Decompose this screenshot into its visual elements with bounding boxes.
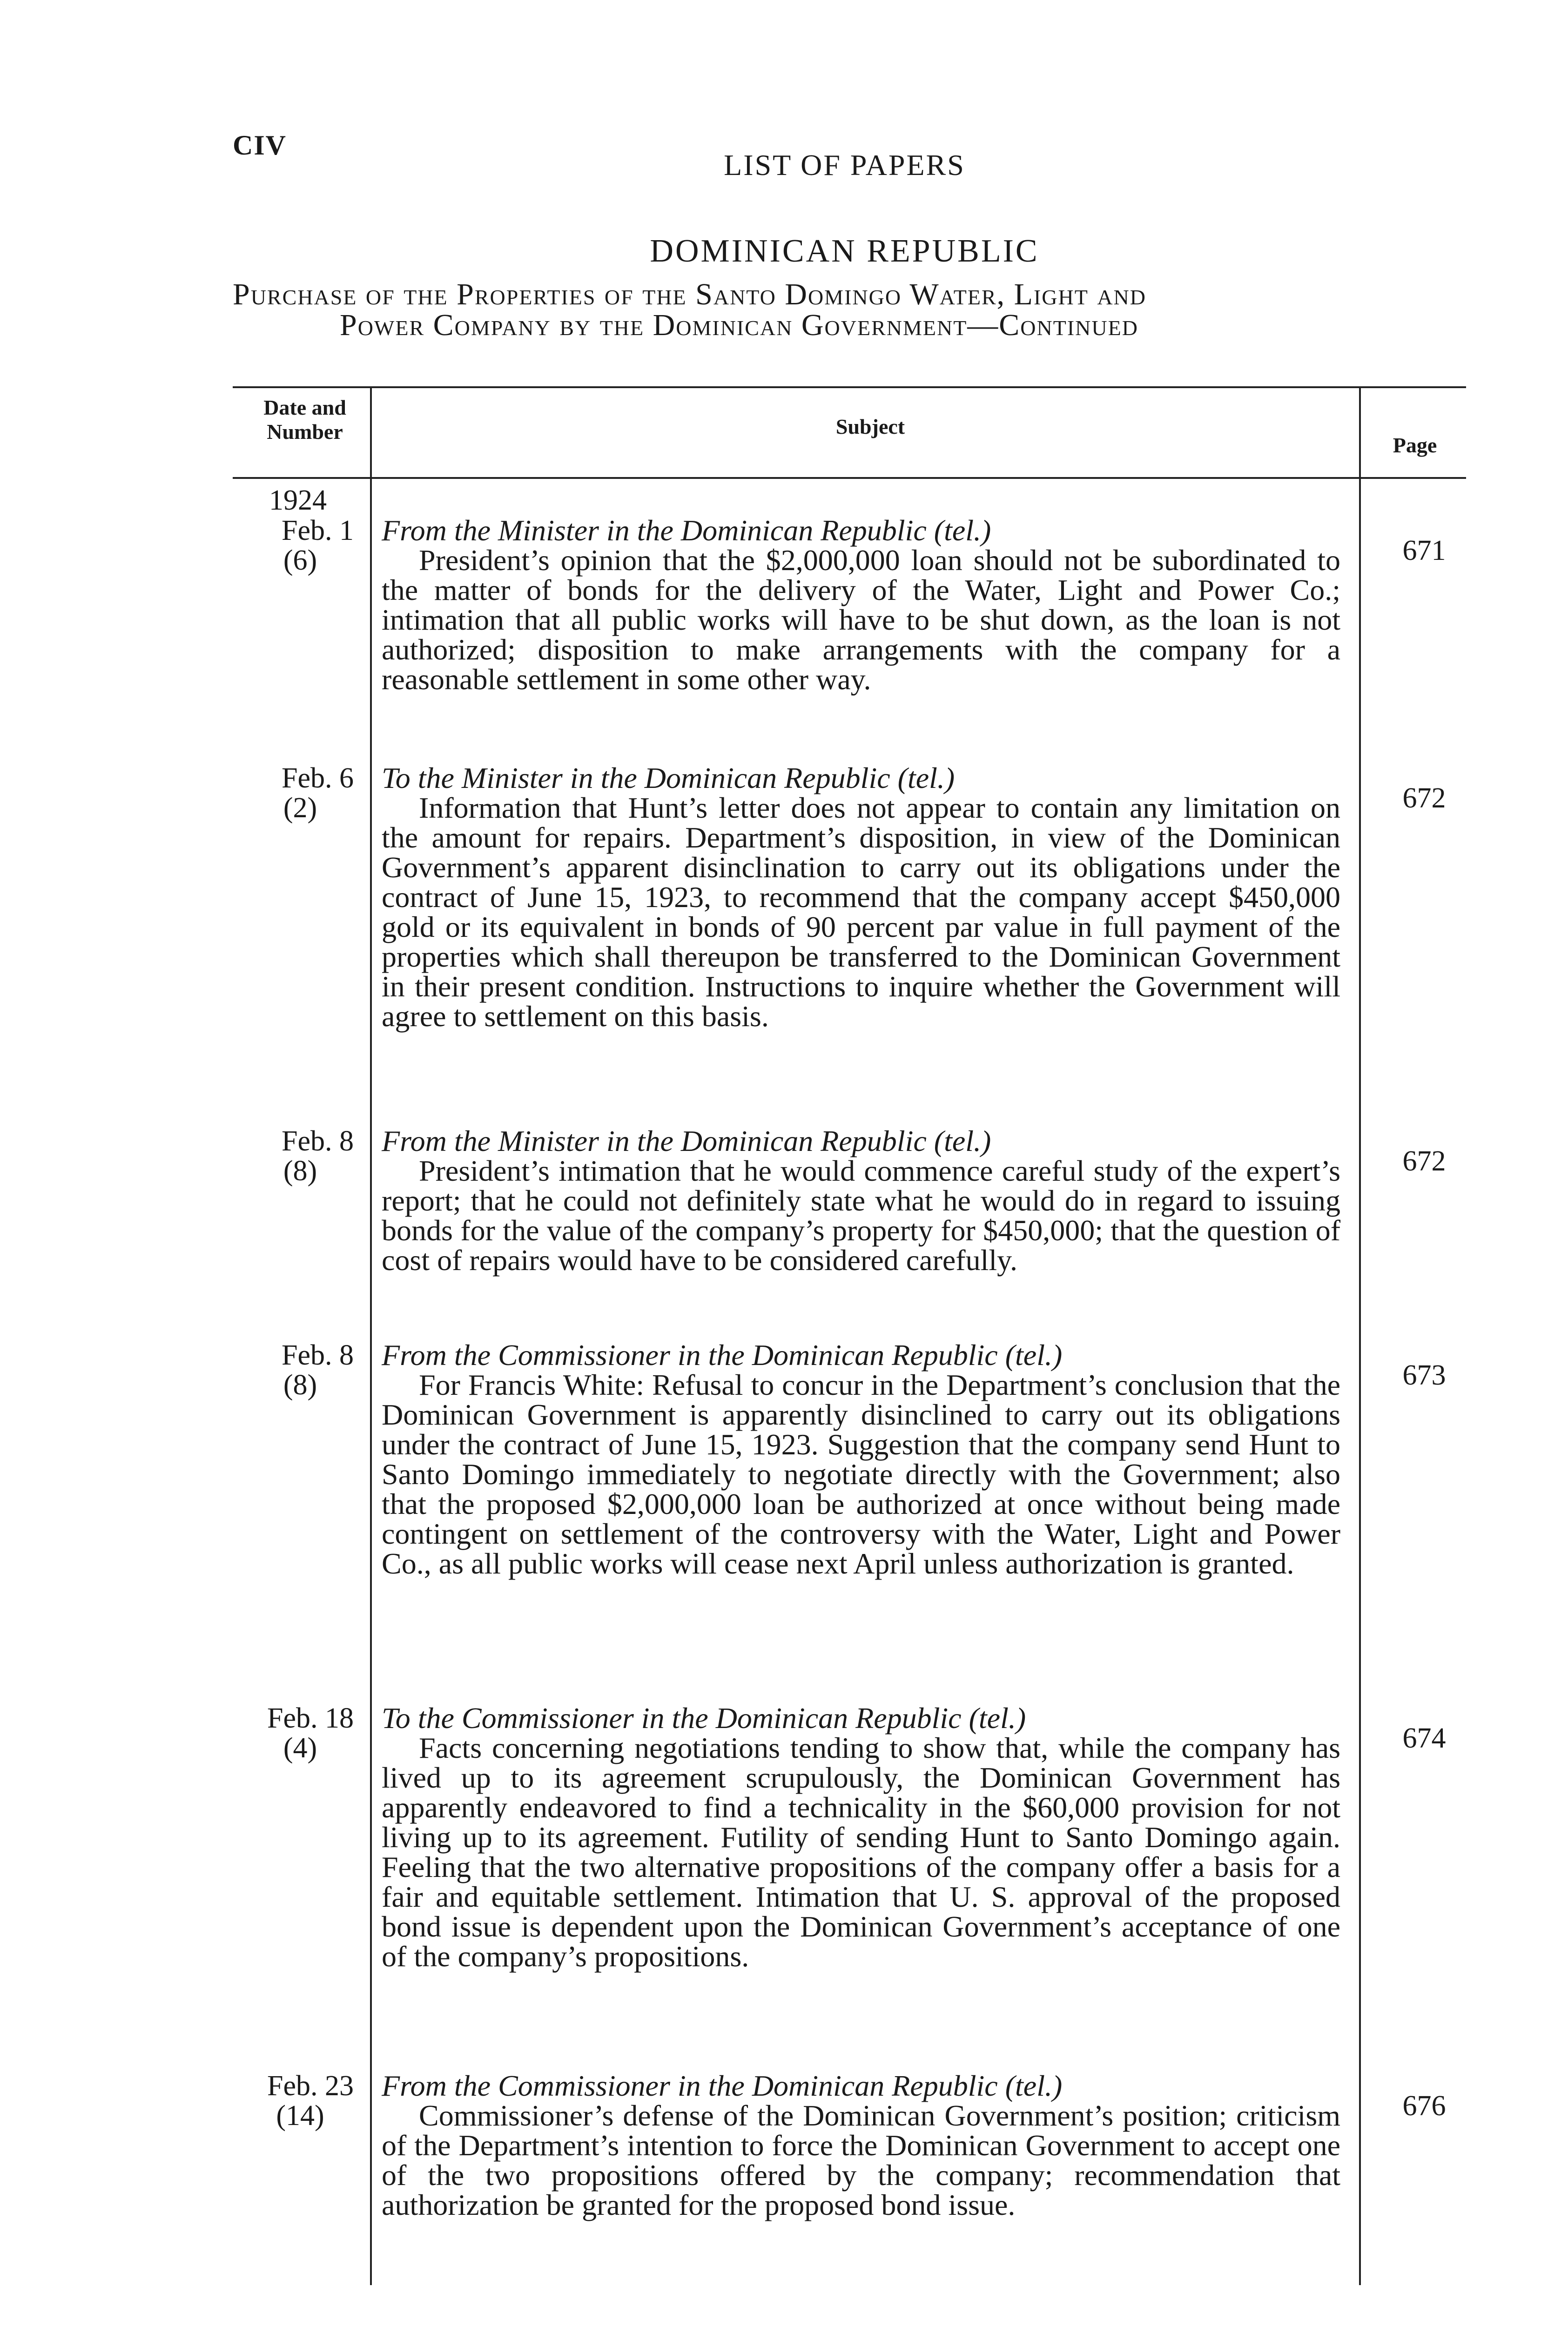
entry-source: From the Minister in the Dominican Republic (tel.) xyxy=(382,514,991,547)
entry-summary: Facts concerning negotiations tending to show that, while the company has lived up to its agreement scrupulously, the Dominican Government has apparently endeavored to find a technicality in the $60,000 provision for not living up to its agreement. Futility of sending Hunt to Santo Domingo again. Feeling that the two alternative propositions of the company offer a basis for a fair and equitable settlement. Intimation that U. S. approval of the proposed bond issue is dependent upon the Dominican Government’s acceptance of one of the company’s propositions. xyxy=(382,1731,1340,1973)
entry-page: 676 xyxy=(1402,2090,1446,2122)
entry-page: 671 xyxy=(1402,535,1446,566)
entry-number: (14) xyxy=(276,2100,324,2132)
entry-date xyxy=(195,516,354,575)
entry-number: (2) xyxy=(283,792,317,824)
year-label: 1924 xyxy=(269,484,327,516)
entry-source: From the Minister in the Dominican Republic (tel.) xyxy=(382,1124,991,1157)
entry-date xyxy=(195,2071,354,2131)
entry-number: (8) xyxy=(283,1369,317,1401)
entry-date-text: Feb. 18 xyxy=(267,1702,354,1734)
entry-subject xyxy=(382,516,1340,694)
entry-page: 673 xyxy=(1402,1359,1446,1391)
entry-number: (4) xyxy=(283,1732,317,1764)
column-header-subject: Subject xyxy=(835,415,905,438)
entry-subject xyxy=(382,1126,1340,1275)
entry-subject xyxy=(382,1703,1340,1971)
entry-source: From the Commissioner in the Dominican Republic (tel.) xyxy=(382,1338,1063,1372)
entry-summary: Information that Hunt’s letter does not appear to contain any limitation on the amount for repairs. Department’s disposition, in view of the Dominican Government’s apparent disinclination to carry out its obligations under the contract of June 15, 1923, to recommend that the company accept $450,000 gold or its equivalent in bonds of 90 percent par value in full payment of the properties which shall thereupon be transferred to the Dominican Government in their present condition. Instructions to inquire whether the Government will agree to settlement on this basis. xyxy=(382,791,1340,1033)
date-column-divider xyxy=(370,386,372,2285)
column-header-page: Page xyxy=(1393,433,1437,457)
entry-date xyxy=(195,1703,354,1763)
entry-date xyxy=(195,763,354,823)
entry-page: 674 xyxy=(1402,1722,1446,1754)
entry-source: To the Minister in the Dominican Republic (tel.) xyxy=(382,761,955,794)
table-header xyxy=(233,386,1466,479)
section-title: DOMINICAN REPUBLIC xyxy=(650,233,1039,269)
entry-number: (6) xyxy=(283,545,317,576)
entry-source: From the Commissioner in the Dominican Republic (tel.) xyxy=(382,2069,1063,2102)
column-header-date: Date and Number xyxy=(263,396,346,444)
entry-date-text: Feb. 8 xyxy=(282,1125,354,1157)
entry-page: 672 xyxy=(1402,1145,1446,1177)
entry-date-text: Feb. 23 xyxy=(267,2070,354,2102)
entry-summary: President’s intimation that he would commence careful study of the expert’s report; that he could not definitely state what he would do in regard to issuing bonds for the value of the company’s property for $450,000; that the question of cost of repairs would have to be considered carefully. xyxy=(382,1154,1340,1277)
entry-source: To the Commissioner in the Dominican Republic (tel.) xyxy=(382,1702,1026,1735)
entry-summary: Commissioner’s defense of the Dominican Government’s position; criticism of the Department’s intention to force the Dominican Government to accept one of the two propositions offered by the company; recommendation that authorization be granted for the proposed bond issue. xyxy=(382,2099,1340,2221)
subsection-title-line2: Power Company by the Dominican Government—Continued xyxy=(340,308,1138,342)
entry-subject xyxy=(382,2071,1340,2220)
table-header-rule xyxy=(233,477,1466,479)
entry-summary: For Francis White: Refusal to concur in the Department’s conclusion that the Dominican Government is apparently disinclined to carry out its obligations under the contract of June 15, 1923. Suggestion that the company send Hunt to Santo Domingo immediately to negotiate directly with the Government; also that the proposed $2,000,000 loan be authorized at once without being made contingent on settlement of the controversy with the Water, Light and Power Co., as all public works will cease next April unless authorization is granted. xyxy=(382,1368,1340,1580)
entry-subject xyxy=(382,763,1340,1031)
entry-date-text: Feb. 6 xyxy=(282,762,354,794)
entry-date xyxy=(195,1340,354,1400)
page-column-divider xyxy=(1359,386,1361,2285)
entry-date-text: Feb. 1 xyxy=(282,515,354,546)
running-head: LIST OF PAPERS xyxy=(724,148,965,182)
entry-date xyxy=(195,1126,354,1186)
subsection-title-line1: Purchase of the Properties of the Santo Domingo Water, Light and xyxy=(233,277,1146,311)
subsection-title xyxy=(233,279,1466,341)
entry-date-text: Feb. 8 xyxy=(282,1339,354,1371)
entry-summary: President’s opinion that the $2,000,000 loan should not be subordinated to the matter of bonds for the delivery of the Water, Light and Power Co.; intimation that all public works will have to be shut down, as the loan is not authorized; disposition to make arrangements with the company for a reasonable settlement in some other way. xyxy=(382,544,1340,696)
entry-page: 672 xyxy=(1402,782,1446,814)
entry-number: (8) xyxy=(283,1155,317,1187)
page-number: CIV xyxy=(233,130,287,161)
entry-subject xyxy=(382,1340,1340,1579)
